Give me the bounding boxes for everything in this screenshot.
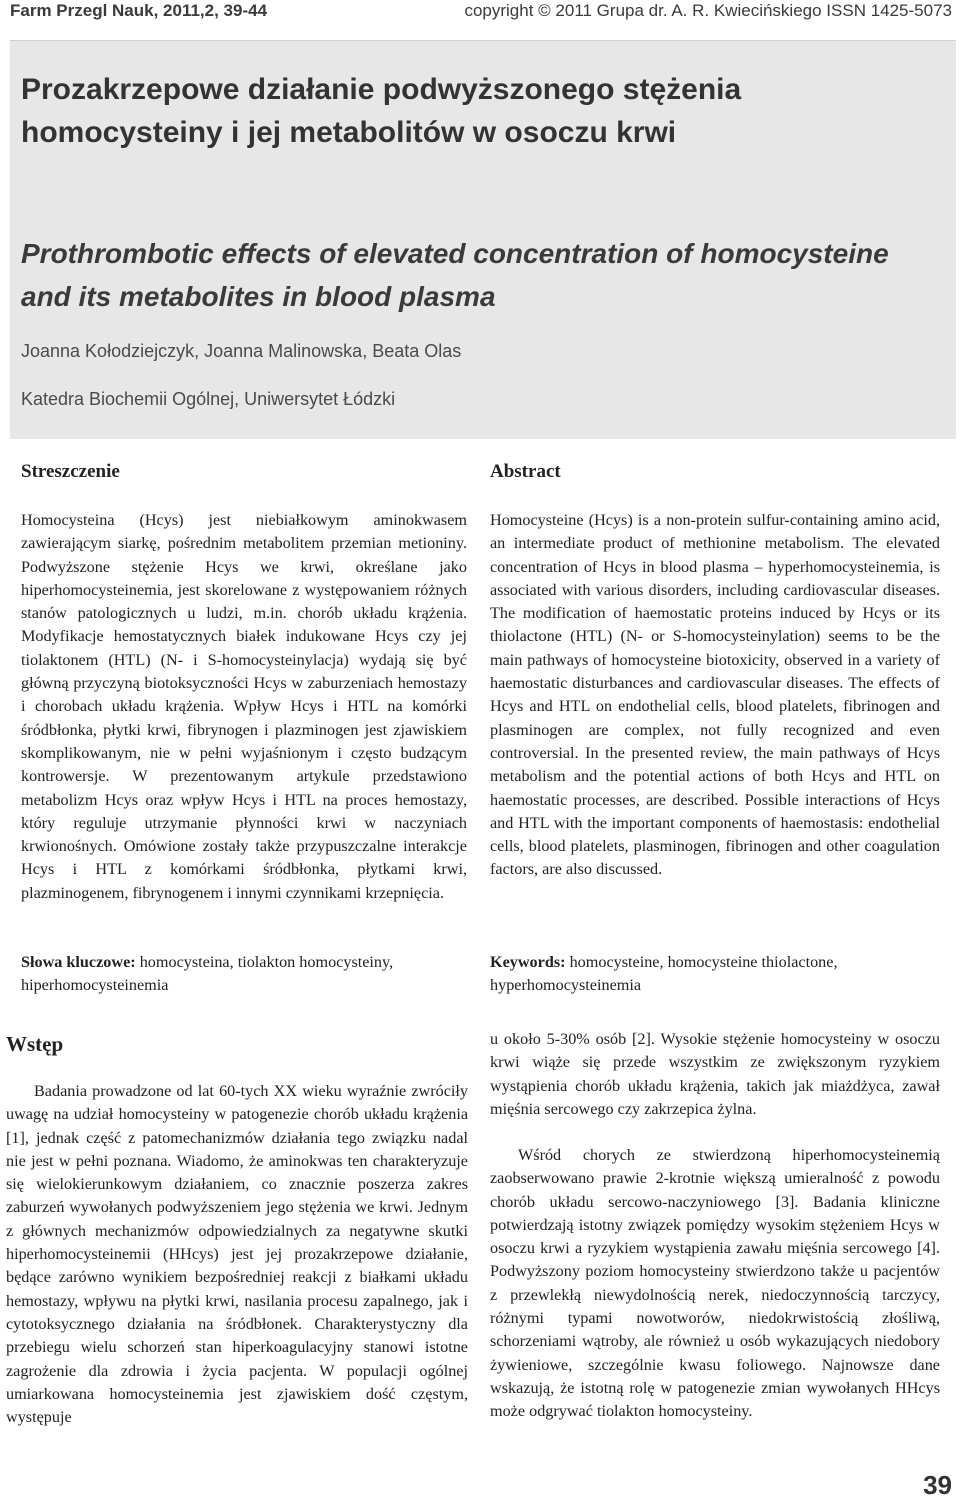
wstep-paragraph-left: Badania prowadzone od lat 60-tych XX wieku wyraźnie zwróciły uwagę na udział homocysteiny w patogenezie chorób układu krążenia [1], jednak część z patomechanizmów działania tego związku nadal nie jest w pełni poznana. Wiadomo, że aminokwas ten charakteryzuje się wielokierunkowym działaniem, co znacznie poszerza zakres zaburzeń wywołanych podwyższeniem jego stężenia we krwi. Jednym z głównych mechanizmów odpowiedzialnych za negatywne skutki hiperhomocysteinemii (HHcys) jest jej prozakrzepowe działanie, będące zarówno wynikiem bezpośredniej reakcji z białkami układu hemostazy, wpływu na płytki krwi, nasilania procesu zapalnego, jak i cytotoksycznego działania na śródbłonek. Charakterystyczny dla przebiegu wielu schorzeń stan hiperkoagulacyjny stanowi istotne zagrożenie dla zdrowia i życia pacjenta. W populacji ogólnej umiarkowana homocysteinemia jest zjawiskiem dość częstym, występuje <box>6 1082 468 1427</box>
page-number: 39 <box>923 1470 952 1500</box>
streszczenie-heading: Streszczenie <box>21 461 120 482</box>
wstep-heading: Wstęp <box>6 1032 64 1056</box>
streszczenie-text: Homocysteina (Hcys) jest niebiałkowym aminokwasem zawierającym siarkę, pośrednim metabolitem przemian metioniny. Podwyższone stężenie Hcys we krwi, określane jako hiperhomocysteinemia, jest skorelowane z występowaniem różnych stanów patologicznych u ludzi, m.in. chorób układu krążenia. Modyfikacje hemostatycznych białek indukowane Hcys czy jej tiolaktonem (HTL) (N- i S-homocysteinylacja) wydają się być główną przyczyną biotoksyczności Hcys w zaburzeniach hemostazy i chorobach układu krążenia. Wpływ Hcys i HTL na komórki śródbłonka, płytki krwi, fibrynogen i plazminogen jest zjawiskiem skomplikowanym, nie w pełni wyjaśnionym i często budzącym kontrowersje. W prezentowanym artykule przedstawiono metabolizm Hcys oraz wpływ Hcys i HTL na proces hemostazy, który reguluje utrzymanie płynności krwi w naczyniach krwionośnych. Omówione zostały także przypuszczalne interakcje Hcys i HTL z komórkami śródbłonka, płytkami krwi, plazminogenem, fibrynogenem i innymi czynnikami krzepnięcia. <box>21 511 467 902</box>
slowa-kluczowe-values: homocysteina, tiolakton homocysteiny, hiperhomocysteinemia <box>21 953 394 995</box>
affiliation: Katedra Biochemii Ogólnej, Uniwersytet Łódzki <box>21 389 396 409</box>
running-head <box>0 0 960 28</box>
wstep-paragraph-right-1: u około 5-30% osób [2]. Wysokie stężenie homocysteiny w osoczu krwi wiąże się przede wszystkim ze zwiększonym ryzykiem wystąpienia chorób układu krążenia, takich jak miażdżyca, zawał mięśnia sercowego czy zakrzepica żylna. <box>490 1030 940 1118</box>
copyright-notice: copyright © 2011 Grupa dr. A. R. Kwiecińskiego ISSN 1425-5073 <box>464 1 952 20</box>
journal-citation: Farm Przegl Nauk, 2011,2, 39-44 <box>10 1 268 20</box>
wstep-paragraph-right-2: Wśród chorych ze stwierdzoną hiperhomocysteinemią zaobserwowano prawie 2-krotnie większą umieralność z powodu chorób układu sercowo-naczyniowego [3]. Badania kliniczne potwierdzają istotny związek pomiędzy wysokim stężeniem Hcys w osoczu krwi a ryzykiem wystąpienia zawału mięśnia sercowego [4]. Podwyższony poziom homocysteiny stwierdzono także u pacjentów z przewlekłą niewydolnością nerek, niedoczynnością tarczycy, różnymi typami nowotworów, niedokrwistością złośliwą, schorzeniami wątroby, ale również u osób wykazujących niedobory żywieniowe, szczególnie kwasu foliowego. Najnowsze dane wskazują, że istotną rolę w patogenezie zmian wywołanych HHcys może odgrywać tiolakton homocysteiny. <box>490 1146 940 1421</box>
keywords-label: Keywords: <box>490 953 566 971</box>
title-english: Prothrombotic effects of elevated concentration of homocysteine and its metabolites in blood plasma <box>21 238 889 312</box>
slowa-kluczowe-label: Słowa kluczowe: <box>21 953 136 971</box>
keywords <box>490 951 940 998</box>
slowa-kluczowe <box>21 951 467 998</box>
authors: Joanna Kołodziejczyk, Joanna Malinowska, Beata Olas <box>21 341 462 361</box>
abstract-heading: Abstract <box>490 461 561 482</box>
keywords-values: homocysteine, homocysteine thiolactone, hyperhomocysteinemia <box>490 953 838 995</box>
title-polish: Prozakrzepowe działanie podwyższonego stężenia homocysteiny i jej metabolitów w osoczu krwi <box>21 73 742 149</box>
abstract-text: Homocysteine (Hcys) is a non-protein sulfur-containing amino acid, an intermediate product of methionine metabolism. The elevated concentration of Hcys in blood plasma – hyperhomocysteinemia, is associated with various disorders, including cardiovascular diseases. The modification of haemostatic proteins induced by Hcys or its thiolactone (HTL) (N- or S-homocysteinylation) seems to be the main pathways of homocysteine biotoxicity, observed in a variety of haemostatic disturbances and cardiovascular diseases. The effects of Hcys and HTL on endothelial cells, blood platelets, fibrinogen and plasminogen are complex, not fully recognized and even controversial. In the presented review, the main pathways of Hcys metabolism and the potential actions of both Hcys and HTL on haemostatic processes, are described. Possible interactions of Hcys and HTL with the important components of haemostasis: endothelial cells, blood platelets, plasminogen, fibrinogen and other coagulation factors, are also discussed. <box>490 511 940 879</box>
